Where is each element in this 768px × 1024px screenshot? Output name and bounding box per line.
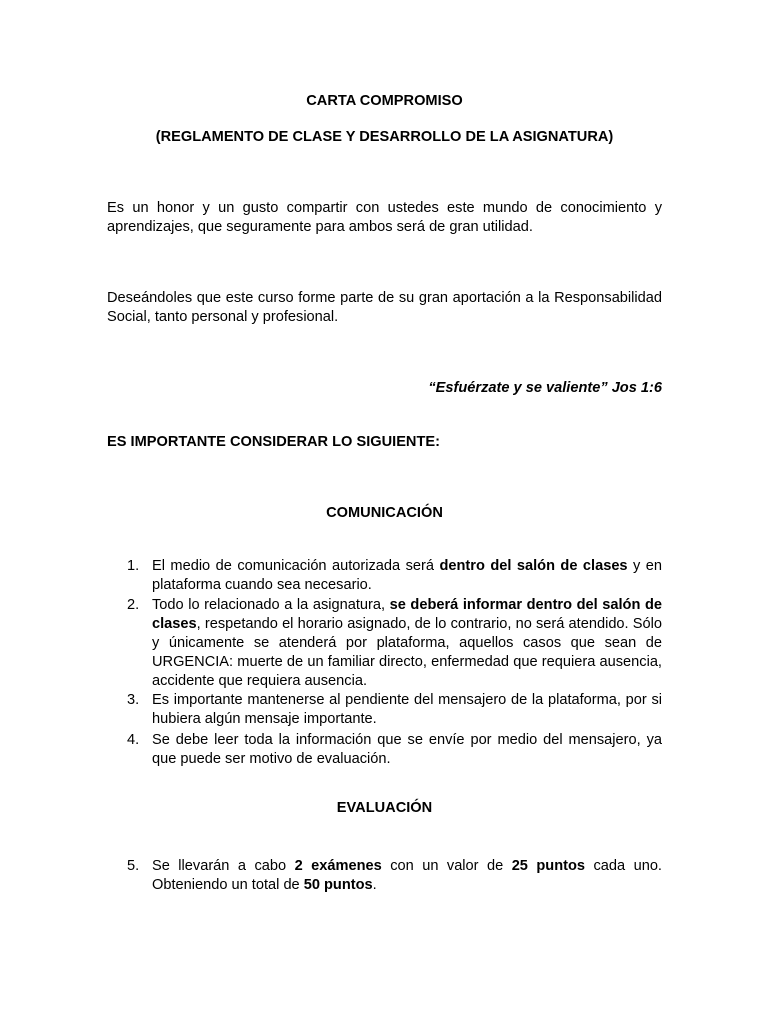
intro-paragraph: Es un honor y un gusto compartir con ustedes este mundo de conocimiento y aprendizajes, que seguramente para ambos será de gran utilidad. bbox=[107, 200, 662, 235]
emphasized-text: 2 exámenes bbox=[294, 858, 382, 874]
list-item-text bbox=[152, 596, 662, 691]
list-item-text bbox=[152, 731, 662, 769]
bible-quote: “Esfuérzate y se valiente” Jos 1:6 bbox=[428, 380, 662, 396]
list-item-number: 4. bbox=[127, 732, 140, 748]
emphasized-text: se deberá informar dentro del salón de clases bbox=[152, 597, 662, 632]
emphasized-text: 25 puntos bbox=[511, 858, 586, 874]
evaluation-heading: EVALUACIÓN bbox=[336, 800, 433, 816]
item-text-segment: . bbox=[372, 877, 377, 893]
emphasized-text: 50 puntos bbox=[303, 877, 373, 893]
item-text-segment: Se llevarán a cabo bbox=[152, 858, 295, 874]
list-item-number: 1. bbox=[127, 558, 140, 574]
list-item-number: 2. bbox=[127, 597, 140, 613]
important-heading: ES IMPORTANTE CONSIDERAR LO SIGUIENTE: bbox=[107, 434, 440, 450]
document-subtitle: (REGLAMENTO DE CLASE Y DESARROLLO DE LA ASIGNATURA) bbox=[155, 129, 614, 145]
wishes-paragraph: Deseándoles que este curso forme parte de su gran aportación a la Responsabilidad Social, tanto personal y profesional. bbox=[107, 290, 662, 325]
list-item-text bbox=[152, 691, 662, 729]
list-item-number: 5. bbox=[127, 858, 140, 874]
item-text-segment: , respetando el horario asignado, de lo contrario, no será atendido. Sólo y únicamente se atenderá por plataforma, aquellos casos que sean de URGENCIA: muerte de un familiar directo, enfermedad que requiera ausencia, accidente que requiera ausencia. bbox=[152, 616, 662, 689]
item-text-segment: con un valor de bbox=[381, 858, 512, 874]
item-text-segment: cada uno. Obteniendo un total de bbox=[152, 858, 662, 893]
item-text-segment: El medio de comunicación autorizada será bbox=[152, 558, 440, 574]
document-title: CARTA COMPROMISO bbox=[306, 93, 463, 109]
emphasized-text: dentro del salón de clases bbox=[439, 558, 628, 574]
item-text-segment: Todo lo relacionado a la asignatura, bbox=[152, 597, 390, 613]
list-item-text bbox=[152, 857, 662, 895]
communication-heading: COMUNICACIÓN bbox=[326, 505, 443, 521]
item-text-segment: Es importante mantenerse al pendiente del mensajero de la plataforma, por si hubiera algún mensaje importante. bbox=[152, 692, 662, 727]
item-text-segment: y en plataforma cuando sea necesario. bbox=[152, 558, 663, 593]
item-text-segment: Se debe leer toda la información que se envíe por medio del mensajero, ya que puede ser motivo de evaluación. bbox=[152, 732, 662, 767]
list-item-number: 3. bbox=[127, 692, 140, 708]
list-item-text bbox=[152, 557, 662, 595]
